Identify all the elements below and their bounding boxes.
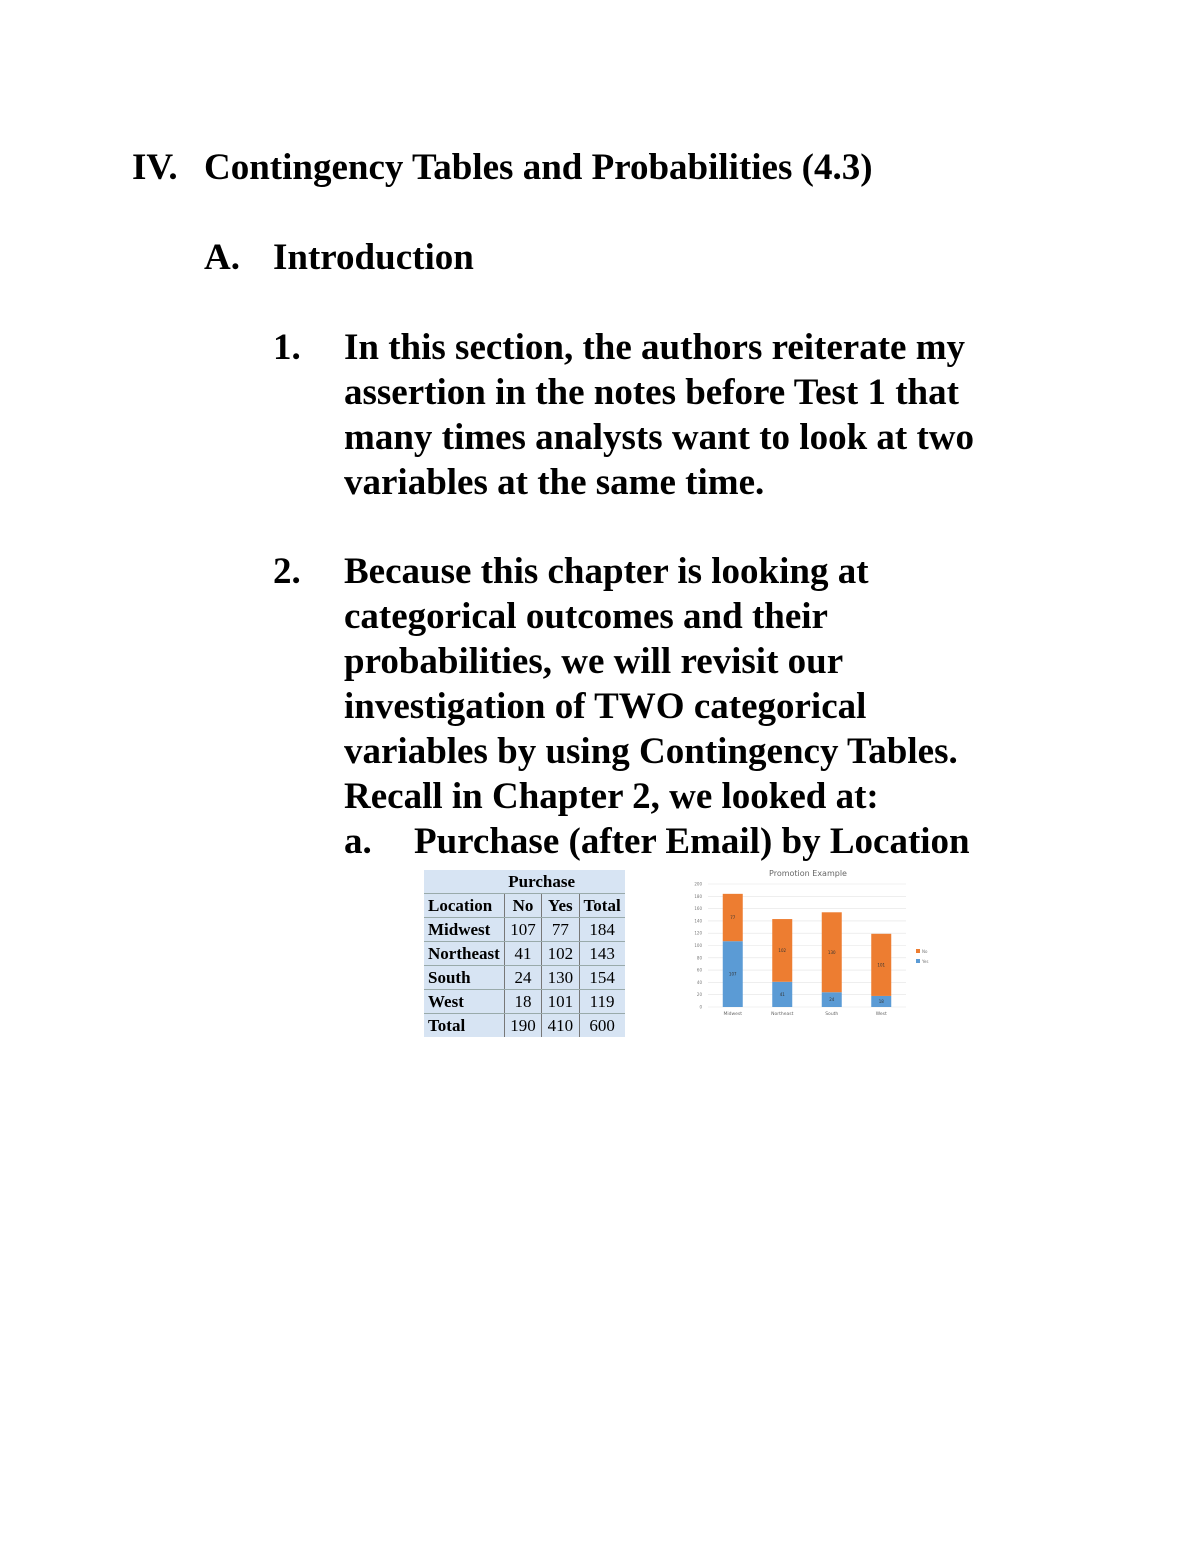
point-a-text: Purchase (after Email) by Location	[414, 821, 970, 862]
table-empty-cell	[579, 870, 625, 894]
table-row-label: Northeast	[424, 942, 504, 966]
table-cell: 600	[589, 1015, 615, 1035]
table-column-header: Total	[579, 894, 625, 918]
chart-x-tick-label: Midwest	[723, 1012, 743, 1017]
chart-y-tick-label: 60	[696, 967, 702, 973]
subheading-title: Introduction	[273, 237, 474, 278]
table-row	[424, 942, 625, 966]
chart-y-tick-label: 20	[696, 992, 702, 998]
point-2-line: variables by using Contingency Tables.	[344, 731, 958, 772]
table-row	[424, 966, 625, 990]
chart-data-label: 107	[728, 971, 737, 977]
stacked-bar-chart	[678, 864, 938, 1034]
table-cell: 410	[542, 1014, 579, 1038]
table-cell: 130	[542, 966, 579, 990]
table-row-label: Total	[424, 1014, 504, 1038]
chart-y-tick-label: 140	[694, 918, 702, 924]
chart-legend-swatch	[916, 949, 920, 953]
chart-legend-swatch	[916, 959, 920, 963]
chart-x-tick-label: South	[825, 1012, 839, 1017]
table-cell: 101	[542, 990, 579, 1014]
chart-data-label: 24	[829, 997, 835, 1003]
chart-legend-label: Yes	[922, 959, 929, 964]
point-1-line: variables at the same time.	[344, 462, 765, 503]
page-title: Contingency Tables and Probabilities (4.3)	[204, 147, 873, 188]
chart-legend-label: No	[922, 949, 928, 954]
table-cell: 107	[504, 918, 541, 942]
point-1-line: assertion in the notes before Test 1 that	[344, 372, 959, 413]
point-2-number: 2.	[273, 551, 301, 592]
table-row	[424, 918, 625, 942]
table-cell: 143	[579, 942, 625, 966]
table-cell: 119	[579, 990, 625, 1014]
table-cell: 102	[542, 942, 579, 966]
chart-x-tick-label: Northeast	[771, 1012, 794, 1017]
heading-number: IV.	[132, 147, 178, 188]
chart-data-label: 101	[877, 962, 886, 968]
point-a-letter: a.	[344, 821, 372, 862]
point-2-line: Recall in Chapter 2, we looked at:	[344, 776, 879, 817]
table-group-header-row	[424, 870, 625, 894]
table-corner-cell	[424, 870, 504, 894]
table-cell: 184	[579, 918, 625, 942]
chart-data-label: 18	[878, 998, 884, 1004]
point-1-number: 1.	[273, 327, 301, 368]
contingency-table	[424, 870, 625, 1037]
table-row	[424, 990, 625, 1014]
table-cell: 190	[504, 1014, 541, 1038]
chart-y-tick-label: 80	[696, 955, 702, 961]
table-header-row	[424, 894, 625, 918]
chart-data-label: 77	[730, 915, 736, 921]
table-cell: 154	[579, 966, 625, 990]
chart-y-tick-label: 180	[694, 893, 702, 899]
chart-y-tick-label: 120	[694, 930, 702, 936]
table-row-label: West	[424, 990, 504, 1014]
point-2-body	[344, 549, 958, 819]
point-1-line: In this section, the authors reiterate my	[344, 327, 966, 368]
chart-y-tick-label: 0	[699, 1004, 702, 1010]
table-cell: 24	[504, 966, 541, 990]
table-column-header: Location	[424, 894, 504, 918]
table-cell: 77	[542, 918, 579, 942]
point-1-line: many times analysts want to look at two	[344, 417, 975, 458]
chart-title: Promotion Example	[769, 869, 847, 878]
chart-data-label: 41	[779, 991, 785, 997]
chart-y-tick-label: 40	[696, 979, 702, 985]
chart-background	[678, 864, 938, 1034]
chart-y-tick-label: 100	[694, 943, 702, 948]
point-2-line: probabilities, we will revisit our	[344, 641, 844, 682]
table-row-label: South	[424, 966, 504, 990]
table-total-row	[424, 1014, 625, 1038]
chart-x-tick-label: West	[875, 1012, 887, 1017]
point-2-line: investigation of TWO categorical	[344, 686, 867, 727]
table-group-header: Purchase	[504, 870, 579, 894]
table-column-header: No	[504, 894, 541, 918]
chart-y-tick-label: 160	[694, 906, 702, 912]
point-2-line: categorical outcomes and their	[344, 596, 828, 637]
table-cell: 41	[504, 942, 541, 966]
chart-data-label: 102	[778, 947, 787, 953]
chart-y-tick-label: 200	[694, 881, 702, 887]
point-2-line: Because this chapter is looking at	[344, 551, 869, 592]
point-1-body	[344, 325, 974, 505]
table-column-header: Yes	[542, 894, 579, 918]
table-row-label: Midwest	[424, 918, 504, 942]
table-cell: 18	[504, 990, 541, 1014]
subheading-letter: A.	[204, 237, 240, 278]
chart-data-label: 130	[827, 949, 836, 955]
